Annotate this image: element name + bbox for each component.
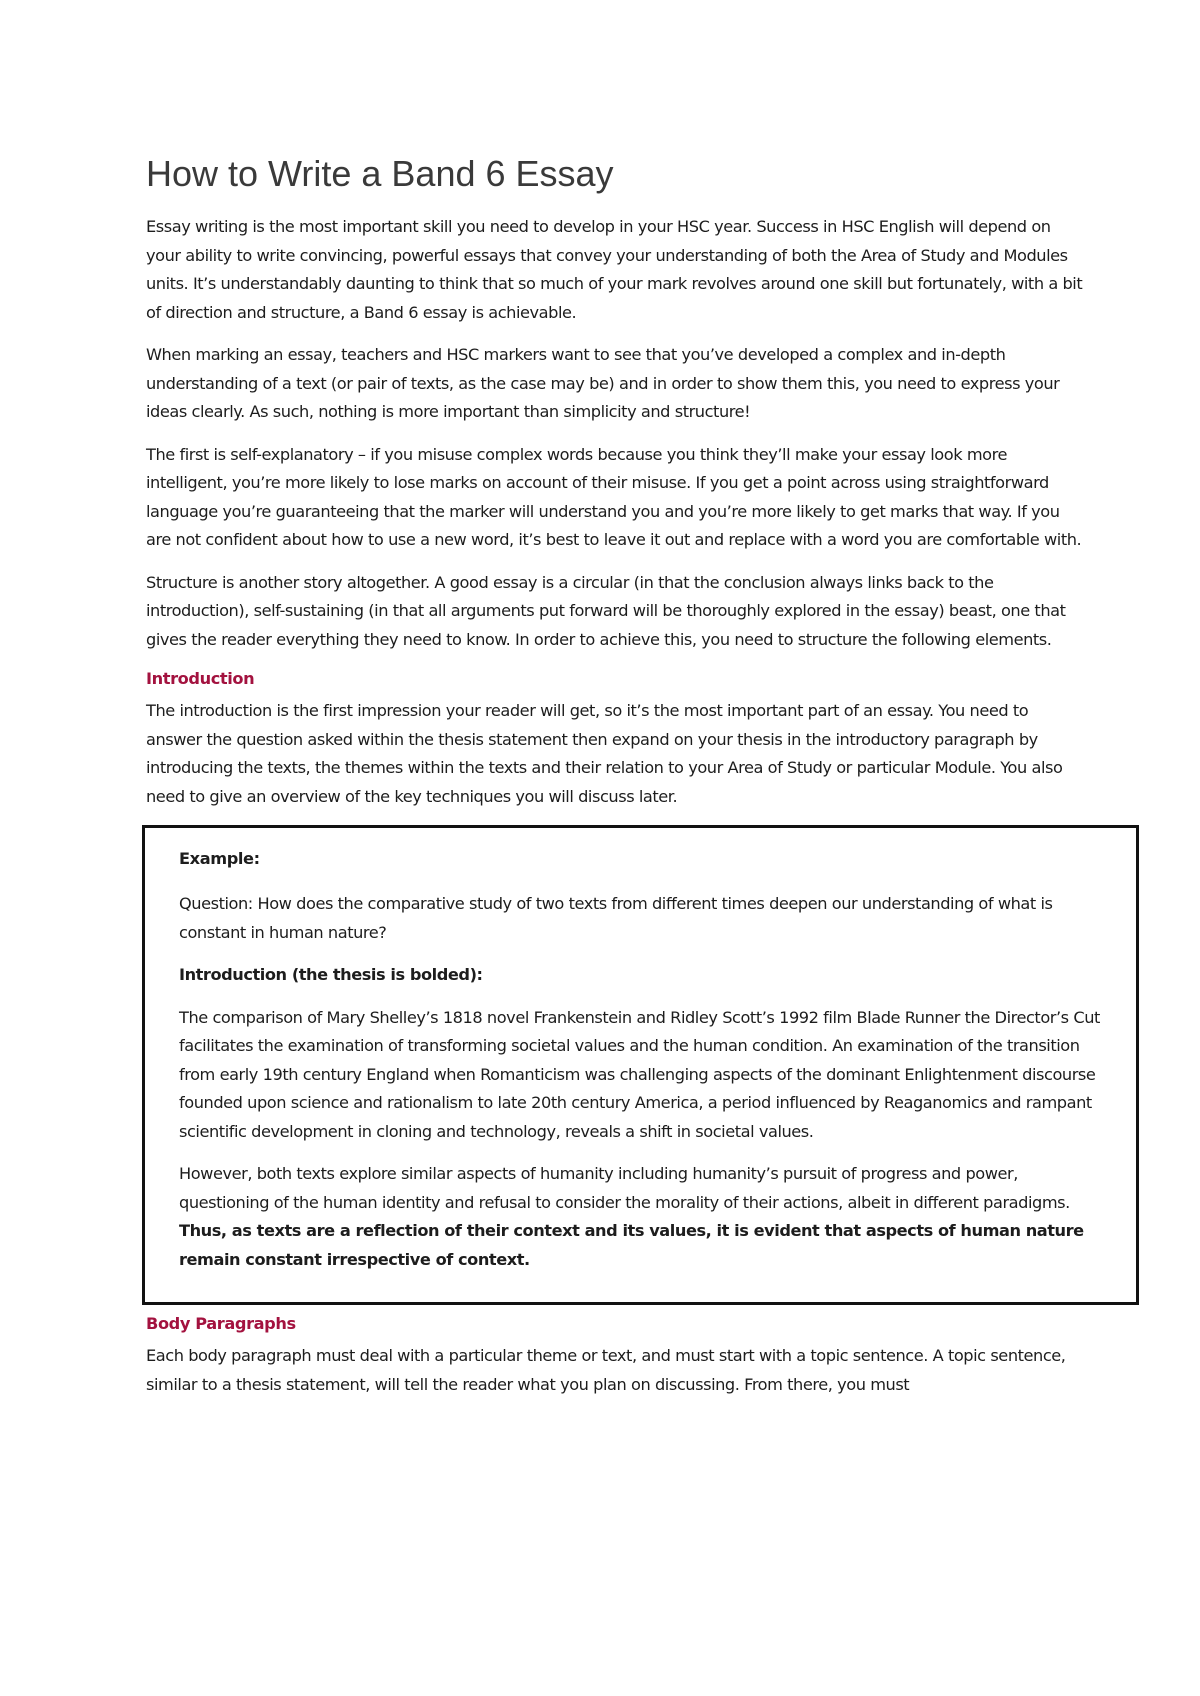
example-thesis-bold: Thus, as texts are a reflection of their context and its values, it is evident that aspects of human nature remain constant irrespective of context. [179,1221,1084,1269]
introduction-heading: Introduction [146,669,255,689]
example-intro-label: Introduction (the thesis is bolded): [179,965,483,985]
intro-paragraph-3: The first is self-explanatory – if you misuse complex words because you think they’ll make your essay look more intelligent, you’re more likely to lose marks on account of their misuse. If you get a point across using straightforward language you’re guaranteeing that the marker will understand you and you’re more likely to get marks that way. If you are not confident about how to use a new word, it’s best to leave it out and replace with a word you are comfortable with. [146,444,1082,550]
page-title: How to Write a Band 6 Essay [146,153,614,194]
intro-paragraph-1: Essay writing is the most important skill you need to develop in your HSC year. Success in HSC English will depend on your ability to write convincing, powerful essays that convey your understanding of both the Area of Study and Modules units. It’s understandably daunting to think that so much of your mark revolves around one skill but fortunately, with a bit of direction and structure, a Band 6 essay is achievable. [146,217,1083,322]
example-box [142,825,1139,1305]
body-paragraphs-text: Each body paragraph must deal with a particular theme or text, and must start with a topic sentence. A topic sentence, similar to a thesis statement, will tell the reader what you plan on discussing. From there, you must [146,1346,1066,1394]
example-paragraph-2-plain: However, both texts explore similar aspects of humanity including humanity’s pursuit of progress and power, questioning of the human identity and refusal to consider the morality of their actions, albeit in different paradigms. [179,1164,1070,1212]
example-question: Question: How does the comparative study of two texts from different times deepen our understanding of what is constant in human nature? [179,894,1053,942]
body-paragraphs-heading: Body Paragraphs [146,1314,296,1334]
intro-paragraph-4: Structure is another story altogether. A good essay is a circular (in that the conclusion always links back to the introduction), self-sustaining (in that all arguments put forward will be thoroughly explored in the essay) beast, one that gives the reader everything they need to know. In order to achieve this, you need to structure the following elements. [146,572,1066,649]
example-paragraph-2 [179,1160,1109,1274]
document-content [146,152,1100,1413]
intro-paragraph-2: When marking an essay, teachers and HSC markers want to see that you’ve developed a complex and in-depth understanding of a text (or pair of texts, as the case may be) and in order to show them this, you need to express your ideas clearly. As such, nothing is more important than simplicity and structure! [146,345,1060,422]
example-label: Example: [179,849,260,869]
example-paragraph-1: The comparison of Mary Shelley’s 1818 novel Frankenstein and Ridley Scott’s 1992 film Blade Runner the Director’s Cut facilitates the examination of transforming societal values and the human condition. An examination of the transition from early 19th century England when Romanticism was challenging aspects of the dominant Enlightenment discourse founded upon science and rationalism to late 20th century America, a period influenced by Reaganomics and rampant scientific development in cloning and technology, reveals a shift in societal values. [179,1007,1100,1141]
introduction-text: The introduction is the first impression your reader will get, so it’s the most important part of an essay. You need to answer the question asked within the thesis statement then expand on your thesis in the introductory paragraph by introducing the texts, the themes within the texts and their relation to your Area of Study or particular Module. You also need to give an overview of the key techniques you will discuss later. [146,701,1063,806]
